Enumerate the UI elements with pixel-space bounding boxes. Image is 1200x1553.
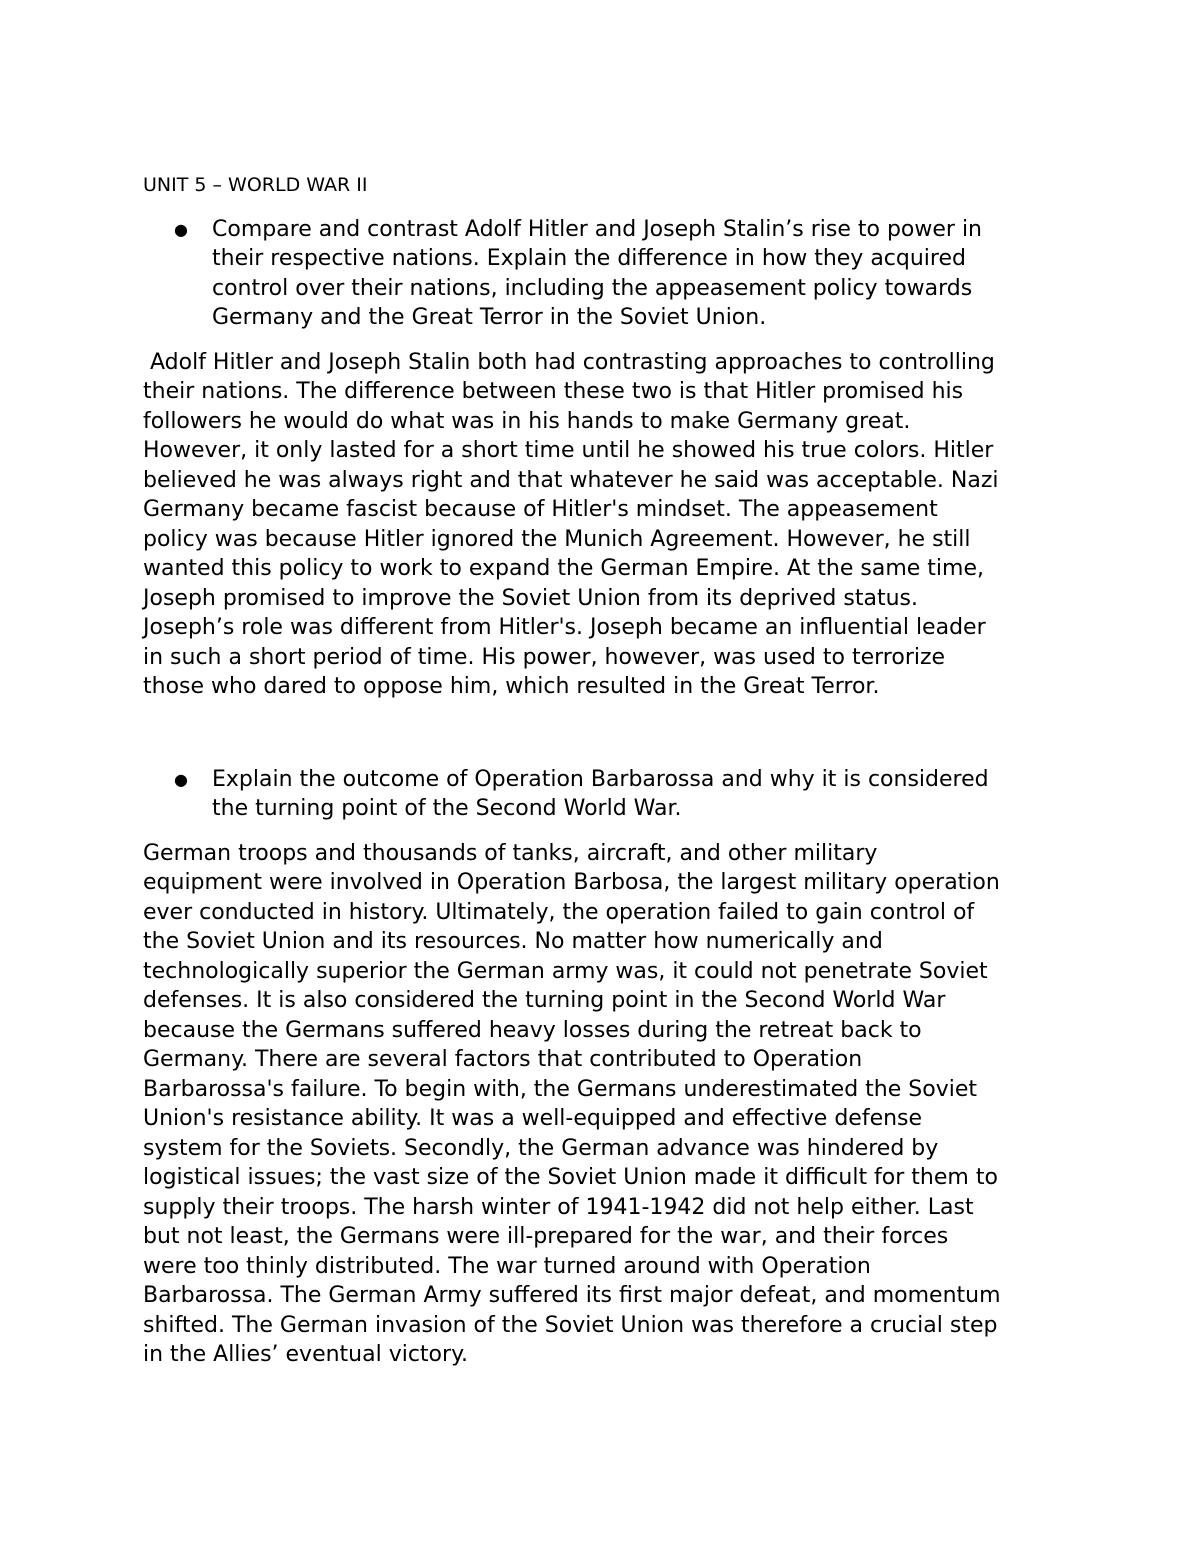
answer-2-line: logistical issues; the vast size of the Soviet Union made it difficult for them to (143, 1165, 998, 1190)
answer-1-line: However, it only lasted for a short time until he showed his true colors. Hitler (143, 438, 994, 463)
question-2-line: Explain the outcome of Operation Barbarossa and why it is considered (212, 767, 989, 792)
answer-2-line: German troops and thousands of tanks, aircraft, and other military (143, 841, 878, 866)
answer-1-line: Germany became fascist because of Hitler's mindset. The appeasement (143, 497, 938, 522)
answer-2-line: but not least, the Germans were ill-prepared for the war, and their forces (143, 1224, 949, 1249)
answer-2-line: Barbarossa's failure. To begin with, the Germans underestimated the Soviet (143, 1077, 977, 1102)
answer-2-line: the Soviet Union and its resources. No matter how numerically and (143, 929, 883, 954)
answer-2-line: supply their troops. The harsh winter of 1941-1942 did not help either. Last (143, 1195, 974, 1220)
answer-1-line: in such a short period of time. His power, however, was used to terrorize (143, 645, 946, 670)
answer-1-line: wanted this policy to work to expand the German Empire. At the same time, (143, 556, 984, 581)
answer-1-line: believed he was always right and that whatever he said was acceptable. Nazi (143, 468, 999, 493)
question-1-line: Compare and contrast Adolf Hitler and Joseph Stalin’s rise to power in (212, 217, 982, 242)
answer-1-line: their nations. The difference between these two is that Hitler promised his (143, 379, 964, 404)
answer-1-line: Joseph’s role was different from Hitler's. Joseph became an influential leader (143, 615, 986, 640)
answer-1-line: followers he would do what was in his hands to make Germany great. (143, 409, 911, 434)
answer-1-line: policy was because Hitler ignored the Munich Agreement. However, he still (143, 527, 971, 552)
question-1-line: their respective nations. Explain the difference in how they acquired (212, 246, 966, 271)
answer-1-line: those who dared to oppose him, which resulted in the Great Terror. (143, 674, 880, 699)
answer-2-line: Union's resistance ability. It was a well-equipped and effective defense (143, 1106, 923, 1131)
answer-2-line: Germany. There are several factors that contributed to Operation (143, 1047, 863, 1072)
answer-2-line: in the Allies’ eventual victory. (143, 1342, 468, 1367)
answer-2-line: Barbarossa. The German Army suffered its first major defeat, and momentum (143, 1283, 1001, 1308)
unit-heading: UNIT 5 – WORLD WAR II (143, 174, 368, 196)
answer-2-line: were too thinly distributed. The war turned around with Operation (143, 1254, 871, 1279)
answer-1-line: Joseph promised to improve the Soviet Union from its deprived status. (143, 586, 918, 611)
answer-2-line: defenses. It is also considered the turning point in the Second World War (143, 988, 946, 1013)
answer-2-line: technologically superior the German army was, it could not penetrate Soviet (143, 959, 988, 984)
answer-2-line: shifted. The German invasion of the Soviet Union was therefore a crucial step (143, 1313, 998, 1338)
answer-2-line: equipment were involved in Operation Barbosa, the largest military operation (143, 870, 1000, 895)
answer-2-line: because the Germans suffered heavy losses during the retreat back to (143, 1018, 922, 1043)
bullet-1: ● (174, 220, 188, 239)
answer-2-line: ever conducted in history. Ultimately, the operation failed to gain control of (143, 900, 975, 925)
answer-1-line: Adolf Hitler and Joseph Stalin both had contrasting approaches to controlling (143, 350, 995, 375)
question-1-line: Germany and the Great Terror in the Soviet Union. (212, 305, 767, 330)
bullet-2: ● (174, 770, 188, 789)
answer-2-line: system for the Soviets. Secondly, the German advance was hindered by (143, 1136, 939, 1161)
question-1-line: control over their nations, including the appeasement policy towards (212, 276, 973, 301)
question-2-line: the turning point of the Second World War. (212, 796, 682, 821)
